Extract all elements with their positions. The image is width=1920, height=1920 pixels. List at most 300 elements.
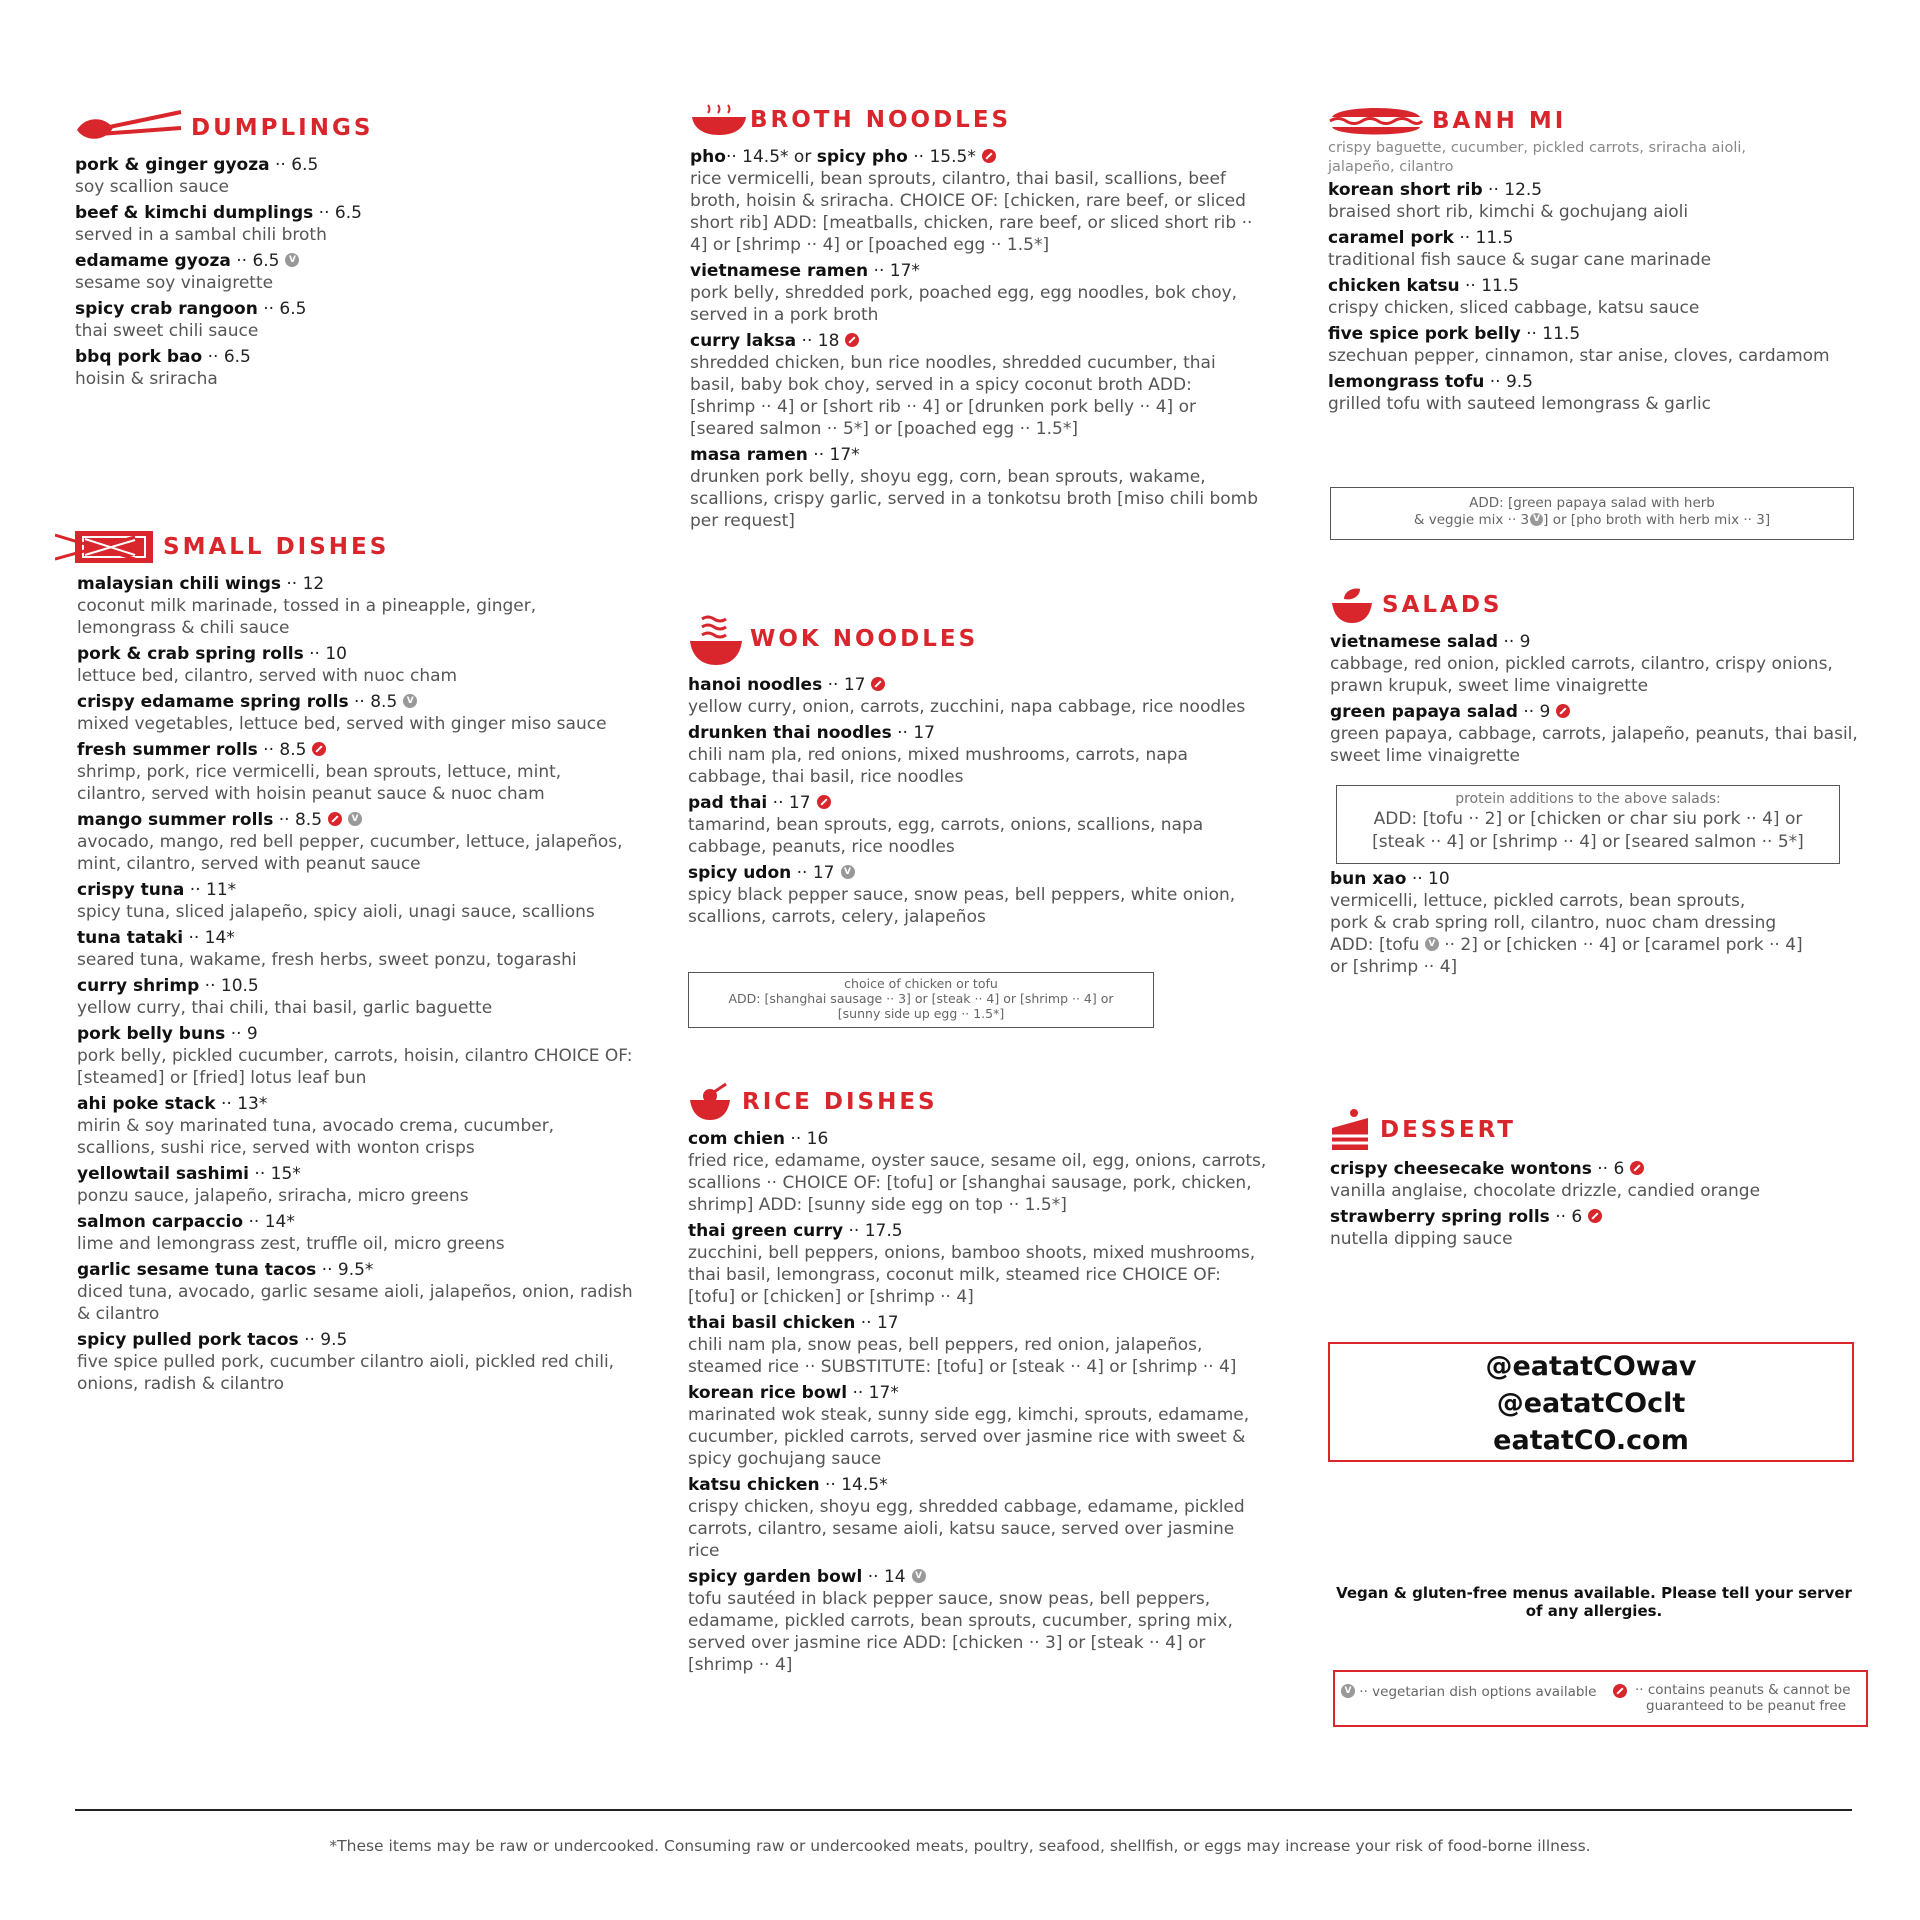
item-title [1328, 323, 1868, 345]
website-link[interactable]: eatatCO.com [1493, 1425, 1689, 1456]
menu-item [77, 1329, 635, 1395]
item-name: pork & ginger gyoza [75, 155, 270, 175]
item-desc: mixed vegetables, lettuce bed, served with ginger miso sauce [77, 714, 607, 734]
item-price: ·· 10 [303, 644, 347, 664]
item-price: ·· 6.5 [269, 155, 319, 175]
item-desc: drunken pork belly, shoyu egg, corn, bean sprouts, wakame, scallions, crispy garlic, served in a tonkotsu broth [miso chili bomb per request] [690, 467, 1258, 531]
menu-item [690, 260, 1260, 326]
item-price: ·· 13* [215, 1094, 268, 1114]
item-name: tuna tataki [77, 928, 184, 948]
vegetarian-icon: V [403, 694, 417, 708]
instagram-handle-wav[interactable]: @eatatCOwav [1485, 1351, 1697, 1382]
item-desc: vanilla anglaise, chocolate drizzle, candied orange [1330, 1181, 1761, 1201]
vegetarian-icon: V [285, 253, 299, 267]
menu-item [77, 1023, 635, 1089]
item-name: malaysian chili wings [77, 574, 281, 594]
item-price: ·· 8.5 [257, 740, 307, 760]
section-header [1330, 1108, 1870, 1152]
item-price: ·· 11.5 [1459, 276, 1520, 296]
menu-item [75, 298, 635, 342]
item-desc: shredded chicken, bun rice noodles, shredded cucumber, thai basil, baby bok choy, served in a spicy coconut broth ADD: [shrimp ·· 4] or [short rib ·· 4] or [drunken pork belly ·· 4] or [seared salmon ·· 5*] or [poached egg ·· 1.5*] [690, 353, 1216, 439]
section-wok-noodles [688, 610, 1258, 932]
item-desc: pork belly, pickled cucumber, carrots, hoisin, cilantro CHOICE OF: [steamed] or [fried] lotus leaf bun [77, 1046, 633, 1088]
item-desc: crispy chicken, shoyu egg, shredded cabbage, edamame, pickled carrots, cilantro, sesame aioli, katsu sauce, served over jasmine rice [688, 1497, 1245, 1561]
item-title [77, 739, 635, 761]
menu-item [688, 792, 1258, 858]
item-name: mango summer rolls [77, 810, 274, 830]
item-name: bun xao [1330, 869, 1407, 889]
dumpling-chopsticks-icon [75, 108, 183, 148]
item-desc: lime and lemongrass zest, truffle oil, micro greens [77, 1234, 505, 1254]
item-title [688, 1474, 1268, 1496]
sandwich-icon [1328, 103, 1424, 139]
item-desc: yellow curry, onion, carrots, zucchini, napa cabbage, rice noodles [688, 697, 1246, 717]
box-title: protein additions to the above salads: [1455, 791, 1721, 807]
banh-mi-subtitle: crispy baguette, cucumber, pickled carrots, sriracha aioli, jalapeño, cilantro [1328, 140, 1746, 175]
item-desc: yellow curry, thai chili, thai basil, garlic baguette [77, 998, 493, 1018]
item-price: ·· 6.5 [230, 251, 280, 271]
item-desc: soy scallion sauce [75, 177, 229, 197]
item-title [690, 330, 1260, 352]
tray-chopsticks-icon [55, 527, 155, 567]
menu-item [77, 739, 635, 805]
item-price: ·· 18 [796, 331, 840, 351]
item-desc: szechuan pepper, cinnamon, star anise, cloves, cardamom [1328, 346, 1830, 366]
section-rice-dishes [688, 1082, 1268, 1680]
item-title [77, 1163, 635, 1185]
item-name: korean short rib [1328, 180, 1483, 200]
item-name: curry shrimp [77, 976, 200, 996]
item-name: spicy pulled pork tacos [77, 1330, 299, 1350]
item-title [75, 202, 635, 224]
item-name: hanoi noodles [688, 675, 823, 695]
item-desc: traditional fish sauce & sugar cane marinade [1328, 250, 1712, 270]
item-price: ·· 14.5* [819, 1475, 888, 1495]
menu-item [75, 154, 635, 198]
item-name: garlic sesame tuna tacos [77, 1260, 317, 1280]
vegetarian-icon: V [841, 865, 855, 879]
item-title [688, 674, 1258, 696]
item-price: ·· 11* [184, 880, 237, 900]
section-small-dishes [55, 527, 635, 1399]
item-price: ·· 15* [249, 1164, 301, 1184]
item-name: korean rice bowl [688, 1383, 848, 1403]
item-desc: marinated wok steak, sunny side egg, kimchi, sprouts, edamame, cucumber, pickled carrots, served over jasmine rice with sweet & spicy gochujang sauce [688, 1405, 1250, 1469]
item-price: ·· 9.5 [1484, 372, 1533, 392]
menu-item [688, 722, 1258, 788]
item-desc: zucchini, bell peppers, onions, bamboo shoots, mixed mushrooms, thai basil, lemongrass, coconut milk, steamed rice CHOICE OF: [tofu] or [chicken] or [shrimp ·· 4] [688, 1243, 1256, 1307]
section-banh-mi [1328, 103, 1868, 419]
item-name: crispy edamame spring rolls [77, 692, 349, 712]
vegetarian-icon: V [912, 1569, 926, 1583]
item-title [75, 346, 635, 368]
item-desc: seared tuna, wakame, fresh herbs, sweet ponzu, togarashi [77, 950, 577, 970]
menu-item [688, 674, 1258, 718]
desc-text: ADD: [tofu [1330, 935, 1425, 955]
item-title [1330, 701, 1870, 723]
item-name: crispy cheesecake wontons [1330, 1159, 1592, 1179]
item-price: ·· 10 [1406, 869, 1450, 889]
item-name: katsu chicken [688, 1475, 820, 1495]
legend-veg-text: ·· vegetarian dish options available [1359, 1684, 1597, 1700]
menu-item [75, 346, 635, 390]
item-desc: braised short rib, kimchi & gochujang aioli [1328, 202, 1689, 222]
item-title [77, 927, 635, 949]
item-desc: pork belly, shredded pork, poached egg, egg noodles, bok choy, served in a pork broth [690, 283, 1238, 325]
item-name: vietnamese salad [1330, 632, 1499, 652]
item-price: ·· 17 [791, 863, 835, 883]
box-line [1331, 512, 1853, 529]
item-price: ·· 17 [891, 723, 935, 743]
vegetarian-icon: V [348, 812, 362, 826]
item-title [77, 879, 635, 901]
item-price: ·· 17 [767, 793, 811, 813]
box-line: [sunny side up egg ·· 1.5*] [837, 1006, 1005, 1021]
menu-item [688, 1382, 1268, 1470]
item-price: ·· 12.5 [1482, 180, 1543, 200]
menu-item [1330, 701, 1870, 767]
vegetarian-icon: V [1530, 513, 1543, 526]
menu-item [77, 643, 635, 687]
menu-item [688, 862, 1258, 928]
item-desc: mirin & soy marinated tuna, avocado crema, cucumber, scallions, sushi rice, served with wonton crisps [77, 1116, 555, 1158]
menu-item [1330, 631, 1870, 697]
menu-item [1328, 227, 1868, 271]
item-title [1328, 227, 1868, 249]
item-title [77, 1093, 635, 1115]
item-title [688, 792, 1258, 814]
box-text: ] or [pho broth with herb mix ·· 3] [1543, 512, 1771, 528]
item-desc: chili nam pla, snow peas, bell peppers, red onion, jalapeños, steamed rice ·· SUBSTITUTE: [tofu] or [steak ·· 4] or [shrimp ·· 4] [688, 1335, 1237, 1377]
rice-bowl-icon [688, 1082, 732, 1122]
item-title [1330, 868, 1870, 890]
menu-item [688, 1220, 1268, 1308]
peanut-icon [1613, 1684, 1627, 1698]
item-desc: crispy chicken, sliced cabbage, katsu sauce [1328, 298, 1700, 318]
menu-item [77, 809, 635, 875]
item-name: strawberry spring rolls [1330, 1207, 1550, 1227]
item-desc: rice vermicelli, bean sprouts, cilantro, thai basil, scallions, beef broth, hoisin & sriracha. CHOICE OF: [chicken, rare beef, or sliced short rib] ADD: [meatballs, chicken, rare beef, or sliced short rib ·· 4] or [shrimp ·· 4] or [poached egg ·· 1.5*] [690, 169, 1253, 255]
section-title: DESSERT [1380, 1117, 1516, 1143]
item-desc: pork & crab spring roll, cilantro, nuoc cham dressing [1330, 913, 1777, 933]
item-name: lemongrass tofu [1328, 372, 1485, 392]
item-price: ·· 6 [1591, 1159, 1625, 1179]
menu-item [77, 879, 635, 923]
item-price: ·· 12 [280, 574, 325, 594]
broth-noodles-list [690, 146, 1260, 532]
item-title [77, 975, 635, 997]
item-name: edamame gyoza [75, 251, 231, 271]
item-title [77, 809, 635, 831]
item-desc: diced tuna, avocado, garlic sesame aioli, jalapeños, onion, radish & cilantro [77, 1282, 633, 1324]
item-name: pho [690, 147, 726, 167]
section-dessert [1330, 1108, 1870, 1254]
item-price: ·· 17* [847, 1383, 899, 1403]
section-title: RICE DISHES [742, 1089, 938, 1115]
menu-item [690, 146, 1260, 256]
section-header [55, 527, 635, 567]
item-desc: shrimp, pork, rice vermicelli, bean sprouts, lettuce, mint, cilantro, served with hoisin peanut sauce & nuoc cham [77, 762, 562, 804]
item-price: ·· 6.5 [313, 203, 362, 223]
vegetarian-icon: V [1341, 1684, 1355, 1698]
instagram-handle-clt[interactable]: @eatatCOclt [1496, 1388, 1686, 1419]
section-header [688, 610, 1258, 668]
item-price: ·· 9.5 [298, 1330, 348, 1350]
item-desc: spicy tuna, sliced jalapeño, spicy aioli, unagi sauce, scallions [77, 902, 595, 922]
menu-item [77, 1211, 635, 1255]
menu-item [75, 202, 635, 246]
item-price: ·· 14* [183, 928, 235, 948]
section-header [75, 108, 635, 148]
item-title [77, 1329, 635, 1351]
item-name: thai basil chicken [688, 1313, 856, 1333]
cake-slice-icon [1330, 1108, 1372, 1152]
box-line: ADD: [tofu ·· 2] or [chicken or char siu pork ·· 4] or [1373, 809, 1803, 829]
item-price: ·· 14.5* or [725, 147, 817, 167]
item-title [1328, 275, 1868, 297]
menu-item [77, 927, 635, 971]
item-title [77, 1259, 635, 1281]
item-desc: tofu sautéed in black pepper sauce, snow peas, bell peppers, edamame, pickled carrots, bean sprouts, cucumber, spring mix, served over jasmine rice ADD: [chicken ·· 3] or [steak ·· 4] or [shrimp ·· 4] [688, 1589, 1233, 1675]
item-price: ·· 17 [822, 675, 866, 695]
item-name: five spice pork belly [1328, 324, 1521, 344]
salads-list [1330, 631, 1870, 767]
peanut-icon [312, 742, 326, 756]
menu-item [690, 444, 1260, 532]
item-name: vietnamese ramen [690, 261, 869, 281]
item-name: spicy pho [816, 147, 908, 167]
item-desc: coconut milk marinade, tossed in a pineapple, ginger, lemongrass & chili sauce [77, 596, 537, 638]
item-price: ·· 16 [785, 1129, 829, 1149]
allergy-note: Vegan & gluten-free menus available. Please tell your server of any allergies. [1336, 1584, 1852, 1620]
item-price: ·· 14 [862, 1567, 906, 1587]
item-title [688, 722, 1258, 744]
social-box [1328, 1342, 1854, 1462]
item-desc: grilled tofu with sauteed lemongrass & garlic [1328, 394, 1712, 414]
item-name: fresh summer rolls [77, 740, 258, 760]
item-title [688, 1128, 1268, 1150]
peanut-icon [982, 149, 996, 163]
item-title [688, 1220, 1268, 1242]
peanut-icon [1556, 704, 1570, 718]
menu-item [77, 1093, 635, 1159]
section-title: BROTH NOODLES [750, 107, 1012, 133]
banh-mi-add-box [1330, 487, 1854, 540]
item-desc: chili nam pla, red onions, mixed mushrooms, carrots, napa cabbage, thai basil, rice noodles [688, 745, 1188, 787]
item-name: green papaya salad [1330, 702, 1518, 722]
item-title [688, 1312, 1268, 1334]
menu-item [1328, 323, 1868, 367]
item-desc: thai sweet chili sauce [75, 321, 259, 341]
item-price: ·· 11.5 [1520, 324, 1581, 344]
menu-item [688, 1128, 1268, 1216]
item-title [75, 298, 635, 320]
section-header [1328, 103, 1868, 139]
divider [75, 1809, 1852, 1811]
item-title [77, 573, 635, 595]
item-title [75, 154, 635, 176]
item-name: com chien [688, 1129, 786, 1149]
item-title [688, 862, 1258, 884]
item-price: ·· 17 [855, 1313, 899, 1333]
item-title [77, 1023, 635, 1045]
item-name: pad thai [688, 793, 768, 813]
legend-veg [1341, 1684, 1596, 1700]
wok-add-box [688, 972, 1154, 1028]
salad-bowl-icon [1330, 585, 1374, 625]
item-name: pork & crab spring rolls [77, 644, 304, 664]
menu-item [1328, 371, 1868, 415]
peanut-icon [1630, 1161, 1644, 1175]
item-name: ahi poke stack [77, 1094, 216, 1114]
item-price: ·· 9 [1498, 632, 1531, 652]
item-name: beef & kimchi dumplings [75, 203, 314, 223]
item-name: yellowtail sashimi [77, 1164, 250, 1184]
item-title [1330, 1158, 1870, 1180]
soup-bowl-icon [690, 103, 748, 137]
raw-food-footnote: *These items may be raw or undercooked. Consuming raw or undercooked meats, poultry, seafood, shellfish, or eggs may increase your risk of food-borne illness. [329, 1837, 1591, 1855]
item-name: thai green curry [688, 1221, 844, 1241]
item-desc: sesame soy vinaigrette [75, 273, 274, 293]
item-name: masa ramen [690, 445, 808, 465]
section-salads [1330, 585, 1870, 771]
item-desc: tamarind, bean sprouts, egg, carrots, onions, scallions, napa cabbage, peanuts, rice noodles [688, 815, 1204, 857]
peanut-icon [328, 812, 342, 826]
item-price: ·· 11.5 [1453, 228, 1514, 248]
item-price: ·· 8.5 [348, 692, 398, 712]
item-title [690, 260, 1260, 282]
item-price: ·· 17* [868, 261, 920, 281]
menu-item [1328, 275, 1868, 319]
section-broth-noodles [690, 100, 1260, 536]
item-desc: vermicelli, lettuce, pickled carrots, bean sprouts, [1330, 891, 1746, 911]
item-title [1328, 179, 1868, 201]
menu-item [77, 691, 635, 735]
box-line: choice of chicken or tofu [844, 976, 998, 991]
menu-item [688, 1474, 1268, 1562]
menu-item [1330, 1206, 1870, 1250]
box-line: ADD: [green papaya salad with herb [1469, 495, 1715, 511]
menu-item [1328, 179, 1868, 223]
item-name: chicken katsu [1328, 276, 1460, 296]
item-price: ·· 9 [1517, 702, 1551, 722]
item-desc: avocado, mango, red bell pepper, cucumber, lettuce, jalapeños, mint, cilantro, served with peanut sauce [77, 832, 623, 874]
item-price: ·· 6 [1549, 1207, 1583, 1227]
item-name: bbq pork bao [75, 347, 203, 367]
item-name: spicy udon [688, 863, 792, 883]
item-title [75, 250, 635, 272]
banh-mi-list [1328, 179, 1868, 415]
item-price: ·· 9 [225, 1024, 258, 1044]
item-price: ·· 17* [807, 445, 860, 465]
section-dumplings [75, 108, 635, 394]
item-price: ·· 8.5 [273, 810, 323, 830]
section-title: DUMPLINGS [191, 115, 374, 141]
item-name: spicy crab rangoon [75, 299, 258, 319]
item-price: ·· 6.5 [257, 299, 307, 319]
item-name: drunken thai noodles [688, 723, 892, 743]
wok-noodles-list [688, 674, 1258, 928]
dumplings-list [75, 154, 635, 390]
item-title [77, 643, 635, 665]
box-text: & veggie mix ·· 3 [1413, 512, 1530, 528]
item-desc: served in a sambal chili broth [75, 225, 327, 245]
item-price: ·· 17.5 [843, 1221, 903, 1241]
section-header [688, 1082, 1268, 1122]
wok-bowl-icon [688, 611, 744, 667]
item-desc: cabbage, red onion, pickled carrots, cilantro, crispy onions, prawn krupuk, sweet lime vinaigrette [1330, 654, 1833, 696]
menu-item [688, 1566, 1268, 1676]
peanut-icon [1588, 1209, 1602, 1223]
item-desc: green papaya, cabbage, carrots, jalapeño, peanuts, thai basil, sweet lime vinaigrette [1330, 724, 1858, 766]
dessert-list [1330, 1158, 1870, 1250]
peanut-icon [817, 795, 831, 809]
small-dishes-list [55, 573, 635, 1395]
menu-item [77, 975, 635, 1019]
section-title: SMALL DISHES [163, 534, 390, 560]
menu-item [688, 1312, 1268, 1378]
item-title [1330, 1206, 1870, 1228]
item-desc: ponzu sauce, jalapeño, sriracha, micro greens [77, 1186, 469, 1206]
box-line: ADD: [shanghai sausage ·· 3] or [steak ·· 4] or [shrimp ·· 4] or [728, 991, 1114, 1006]
desc-text: ·· 2] or [chicken ·· 4] or [caramel pork ·· 4] [1438, 935, 1803, 955]
item-title [690, 146, 1260, 168]
item-desc [1330, 934, 1870, 956]
peanut-icon [845, 333, 859, 347]
item-title [77, 1211, 635, 1233]
legend-peanut-text: ·· contains peanuts & cannot be [1635, 1682, 1851, 1698]
item-desc: hoisin & sriracha [75, 369, 218, 389]
item-name: crispy tuna [77, 880, 185, 900]
item-price: ·· 10.5 [199, 976, 259, 996]
menu-item [77, 1163, 635, 1207]
section-header [690, 100, 1260, 140]
item-name: salmon carpaccio [77, 1212, 244, 1232]
item-price: ·· 6.5 [202, 347, 251, 367]
item-name: curry laksa [690, 331, 797, 351]
item-title [690, 444, 1260, 466]
item-name: pork belly buns [77, 1024, 226, 1044]
menu-item [77, 573, 635, 639]
item-title [1328, 371, 1868, 393]
legend-peanut-text: guaranteed to be peanut free [1646, 1698, 1847, 1714]
section-title: BANH MI [1432, 108, 1567, 134]
item-desc: or [shrimp ·· 4] [1330, 957, 1458, 977]
item-title [77, 691, 635, 713]
bun-xao-item [1330, 868, 1870, 978]
menu-item [690, 330, 1260, 440]
item-title [688, 1382, 1268, 1404]
item-title [1330, 631, 1870, 653]
legend-box [1333, 1670, 1868, 1727]
box-line: [steak ·· 4] or [shrimp ·· 4] or [seared salmon ·· 5*] [1372, 832, 1804, 852]
item-price: ·· 14* [243, 1212, 295, 1232]
item-desc: spicy black pepper sauce, snow peas, bell peppers, white onion, scallions, carrots, celery, jalapeños [688, 885, 1236, 927]
vegetarian-icon: V [1425, 937, 1439, 951]
item-price: ·· 9.5* [316, 1260, 374, 1280]
legend-peanut [1613, 1682, 1851, 1714]
item-title [688, 1566, 1268, 1588]
item-desc: fried rice, edamame, oyster sauce, sesame oil, egg, onions, carrots, scallions ·· CHOICE OF: [tofu] or [shanghai sausage, pork, chicken, shrimp] ADD: [sunny side egg on top ·· 1.5*] [688, 1151, 1267, 1215]
peanut-icon [871, 677, 885, 691]
section-header [1330, 585, 1870, 625]
item-name: caramel pork [1328, 228, 1454, 248]
item-desc: nutella dipping sauce [1330, 1229, 1513, 1249]
rice-dishes-list [688, 1128, 1268, 1676]
section-title: SALADS [1382, 592, 1503, 618]
item-desc: five spice pulled pork, cucumber cilantro aioli, pickled red chili, onions, radish & cilantro [77, 1352, 615, 1394]
menu-item [77, 1259, 635, 1325]
